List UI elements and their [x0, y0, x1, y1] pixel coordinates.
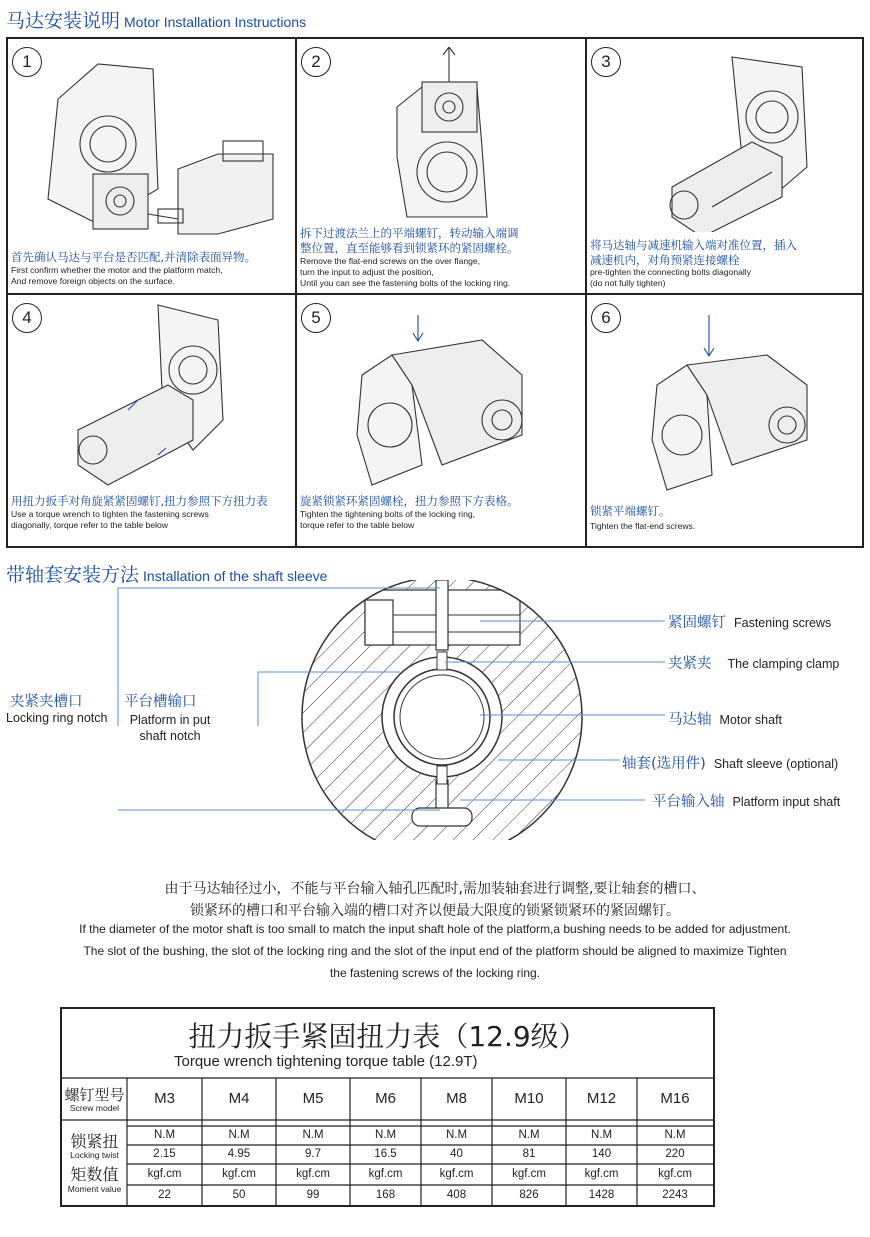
label-locking-ring-notch-zh: 夹紧夹槽口: [10, 694, 83, 710]
torque-table: [60, 1007, 715, 1207]
nm-value-cell: 16.5: [374, 1148, 397, 1160]
section-title-motor-installation: [6, 6, 306, 33]
label-en: The clamping clamp: [727, 657, 840, 671]
note-en-line-2: The slot of the bushing, the slot of the locking ring and the slot of the input end of the platform should be aligned to maximize Tighten: [83, 944, 787, 958]
note-en-line-1: If the diameter of the motor shaft is too small to match the input shaft hole of the platform,a bushing needs to be added for adjustment.: [79, 922, 791, 936]
note-zh-line-2: 锁紧环的槽口和平台输入端的槽口对齐以便最大限度的锁紧锁紧环的紧固螺钉。: [190, 903, 680, 919]
unit-nm-cell: N.M: [153, 1129, 176, 1141]
step-5-cell: [297, 295, 586, 546]
step-4-caption-en-line-2: diagonally, torque refer to the table below: [11, 520, 169, 530]
motor-insertion-illustration: [652, 47, 852, 232]
flat-end-screw-illustration: [647, 315, 827, 495]
locking-label-zh: 锁紧扭: [70, 1132, 119, 1151]
step-1-cell: [8, 39, 296, 294]
kgf-value-cell: 2243: [662, 1189, 688, 1201]
screw-model-cell: M4: [228, 1090, 250, 1107]
step-number: 6: [591, 303, 621, 333]
step-1-caption-en-line-1: First confirm whether the motor and the platform match,: [11, 265, 223, 275]
label-fastening-screws: [668, 611, 831, 632]
nm-value-cell: 220: [665, 1148, 685, 1160]
nm-value-cell: 9.7: [305, 1148, 321, 1160]
torque-table-title-zh: 扭力扳手紧固扭力表（12.9级）: [188, 1020, 587, 1053]
label-en: Platform input shaft: [732, 795, 841, 809]
step-1-caption-en-line-2: And remove foreign objects on the surface.: [11, 276, 175, 286]
step-5-caption-en-line-1: Tighten the tightening bolts of the locking ring,: [300, 509, 476, 519]
kgf-value-cell: 168: [375, 1189, 396, 1201]
step-3-caption-en-line-2: (do not fully tighten): [590, 278, 666, 288]
step-number: 4: [12, 303, 42, 333]
label-en: Shaft sleeve (optional): [713, 757, 839, 771]
step-5-caption-en-line-2: torque refer to the table below: [300, 520, 415, 530]
kgf-value-cell: 22: [158, 1189, 171, 1201]
unit-kgf-cell: kgf.cm: [439, 1168, 474, 1180]
step-5-caption-zh: 旋紧锁紧环紧固螺栓，扭力参照下方表格。: [300, 494, 519, 508]
unit-kgf-cell: kgf.cm: [147, 1168, 182, 1180]
step-3-caption-zh-line-2: 减速机内，对角预紧连接螺栓: [590, 253, 740, 267]
step-3-caption-en-line-1: pre-tighten the connecting bolts diagonally: [590, 267, 752, 277]
label-en: Fastening screws: [734, 616, 832, 630]
torque-wrench-illustration: [68, 300, 238, 490]
label-zh: 马达轴: [668, 712, 712, 728]
screw-model-cell: M8: [446, 1090, 467, 1107]
unit-nm-cell: N.M: [228, 1129, 250, 1141]
step-2-caption-zh-line-1: 拆下过渡法兰上的平端螺钉，转动输入端调: [300, 226, 519, 240]
section-title-zh: 马达安装说明: [6, 10, 121, 32]
label-platform-notch-en-line-2: shaft notch: [139, 729, 201, 743]
screw-model-cell: M3: [154, 1090, 175, 1107]
label-zh: 紧固螺钉: [668, 615, 726, 631]
step-3-caption-zh-line-1: 将马达轴与减速机输入端对准位置，插入: [590, 238, 797, 252]
step-2-caption-en-line-1: Remove the flat-end screws on the over flange,: [300, 256, 481, 266]
kgf-value-cell: 1428: [588, 1189, 615, 1201]
step-4-caption-zh: 用扭力扳手对角旋紧紧固螺钉,扭力参照下方扭力表: [11, 494, 268, 508]
screw-model-cell: M6: [375, 1090, 396, 1107]
kgf-value-cell: 99: [306, 1189, 320, 1201]
nm-value-cell: 4.95: [227, 1148, 251, 1160]
nm-value-cell: 140: [591, 1148, 612, 1160]
step-number: 5: [301, 303, 331, 333]
unit-nm-cell: N.M: [518, 1129, 540, 1141]
screw-model-label-zh: 螺钉型号: [64, 1086, 125, 1104]
section-title-en: Installation of the shaft sleeve: [143, 568, 328, 584]
unit-kgf-cell: kgf.cm: [658, 1168, 692, 1180]
locking-ring-illustration: [352, 315, 542, 495]
unit-nm-cell: N.M: [445, 1129, 468, 1141]
screw-model-cell: M12: [586, 1090, 617, 1107]
motor-and-platform-illustration: [38, 49, 288, 239]
step-2-cell: [297, 39, 586, 294]
step-number: 3: [591, 47, 621, 77]
unit-kgf-cell: kgf.cm: [584, 1168, 619, 1180]
torque-table-title-en: Torque wrench tightening torque table (12.9T): [174, 1053, 478, 1070]
kgf-value-cell: 50: [232, 1189, 246, 1201]
label-motor-shaft: [668, 708, 782, 729]
label-zh: 平台输入轴: [652, 794, 725, 810]
unit-nm-cell: N.M: [664, 1129, 686, 1141]
step-4-caption-en-line-1: Use a torque wrench to tighten the fastening screws: [11, 509, 209, 519]
label-shaft-sleeve: [622, 752, 838, 773]
motor-shaft: [394, 669, 490, 765]
step-2-caption-en-line-3: Until you can see the fastening bolts of the locking ring.: [300, 278, 511, 288]
nm-value-cell: 2.15: [153, 1148, 176, 1160]
unit-kgf-cell: kgf.cm: [368, 1168, 403, 1180]
section-title-en: Motor Installation Instructions: [124, 14, 307, 30]
screw-model-cell: M16: [660, 1090, 690, 1107]
step-number: 1: [12, 47, 42, 77]
unit-kgf-cell: kgf.cm: [512, 1168, 546, 1180]
step-2-caption-zh-line-2: 整位置，直至能够看到锁紧环的紧固螺栓。: [300, 241, 519, 255]
step-6-caption-en-line-1: Tighten the flat-end screws.: [590, 521, 696, 531]
step-3-cell: [587, 39, 862, 294]
step-4-cell: [8, 295, 296, 546]
fastening-screw-head: [365, 600, 393, 645]
label-platform-input-shaft: [652, 790, 840, 811]
screw-model-label-en: Screw model: [69, 1103, 120, 1113]
installation-steps-grid: [6, 37, 864, 548]
step-number: 2: [301, 47, 331, 77]
note-en-line-3: the fastening screws of the locking ring.: [329, 966, 541, 980]
step-6-cell: [587, 295, 862, 546]
step-2-caption-en-line-2: turn the input to adjust the position,: [300, 267, 434, 277]
label-zh: 轴套(选用件): [622, 756, 706, 772]
screw-model-cell: M10: [514, 1090, 544, 1107]
screw-model-cell: M5: [302, 1090, 324, 1107]
label-platform-notch-zh: 平台槽输口: [124, 694, 197, 710]
moment-label-en: Moment value: [67, 1184, 122, 1194]
gearbox-flange-illustration: [377, 47, 517, 222]
unit-nm-cell: N.M: [302, 1129, 324, 1141]
unit-nm-cell: N.M: [374, 1129, 397, 1141]
unit-nm-cell: N.M: [590, 1129, 613, 1141]
moment-label-zh: 矩数值: [70, 1165, 119, 1184]
step-6-caption-zh: 锁紧平端螺钉。: [590, 504, 671, 518]
kgf-value-cell: 408: [446, 1189, 467, 1201]
label-zh: 夹紧夹: [668, 656, 712, 672]
nm-value-cell: 81: [522, 1148, 536, 1160]
label-en: Motor shaft: [719, 713, 783, 727]
nm-value-cell: 40: [450, 1148, 463, 1160]
label-locking-ring-notch-en: Locking ring notch: [6, 711, 108, 725]
label-clamping-clamp: [668, 652, 839, 673]
unit-kgf-cell: kgf.cm: [296, 1168, 330, 1180]
step-1-caption-zh: 首先确认马达与平台是否匹配,并清除表面异物。: [11, 250, 257, 264]
unit-kgf-cell: kgf.cm: [222, 1168, 256, 1180]
kgf-value-cell: 826: [519, 1189, 539, 1201]
label-platform-notch-en-line-1: Platform in put: [129, 713, 211, 727]
locking-label-en: Locking twist: [70, 1150, 119, 1160]
note-zh-line-1: 由于马达轴径过小，不能与平台输入轴孔匹配时,需加装轴套进行调整,要让轴套的槽口、: [164, 881, 706, 897]
section-title-zh: 带轴套安装方法: [6, 564, 140, 586]
